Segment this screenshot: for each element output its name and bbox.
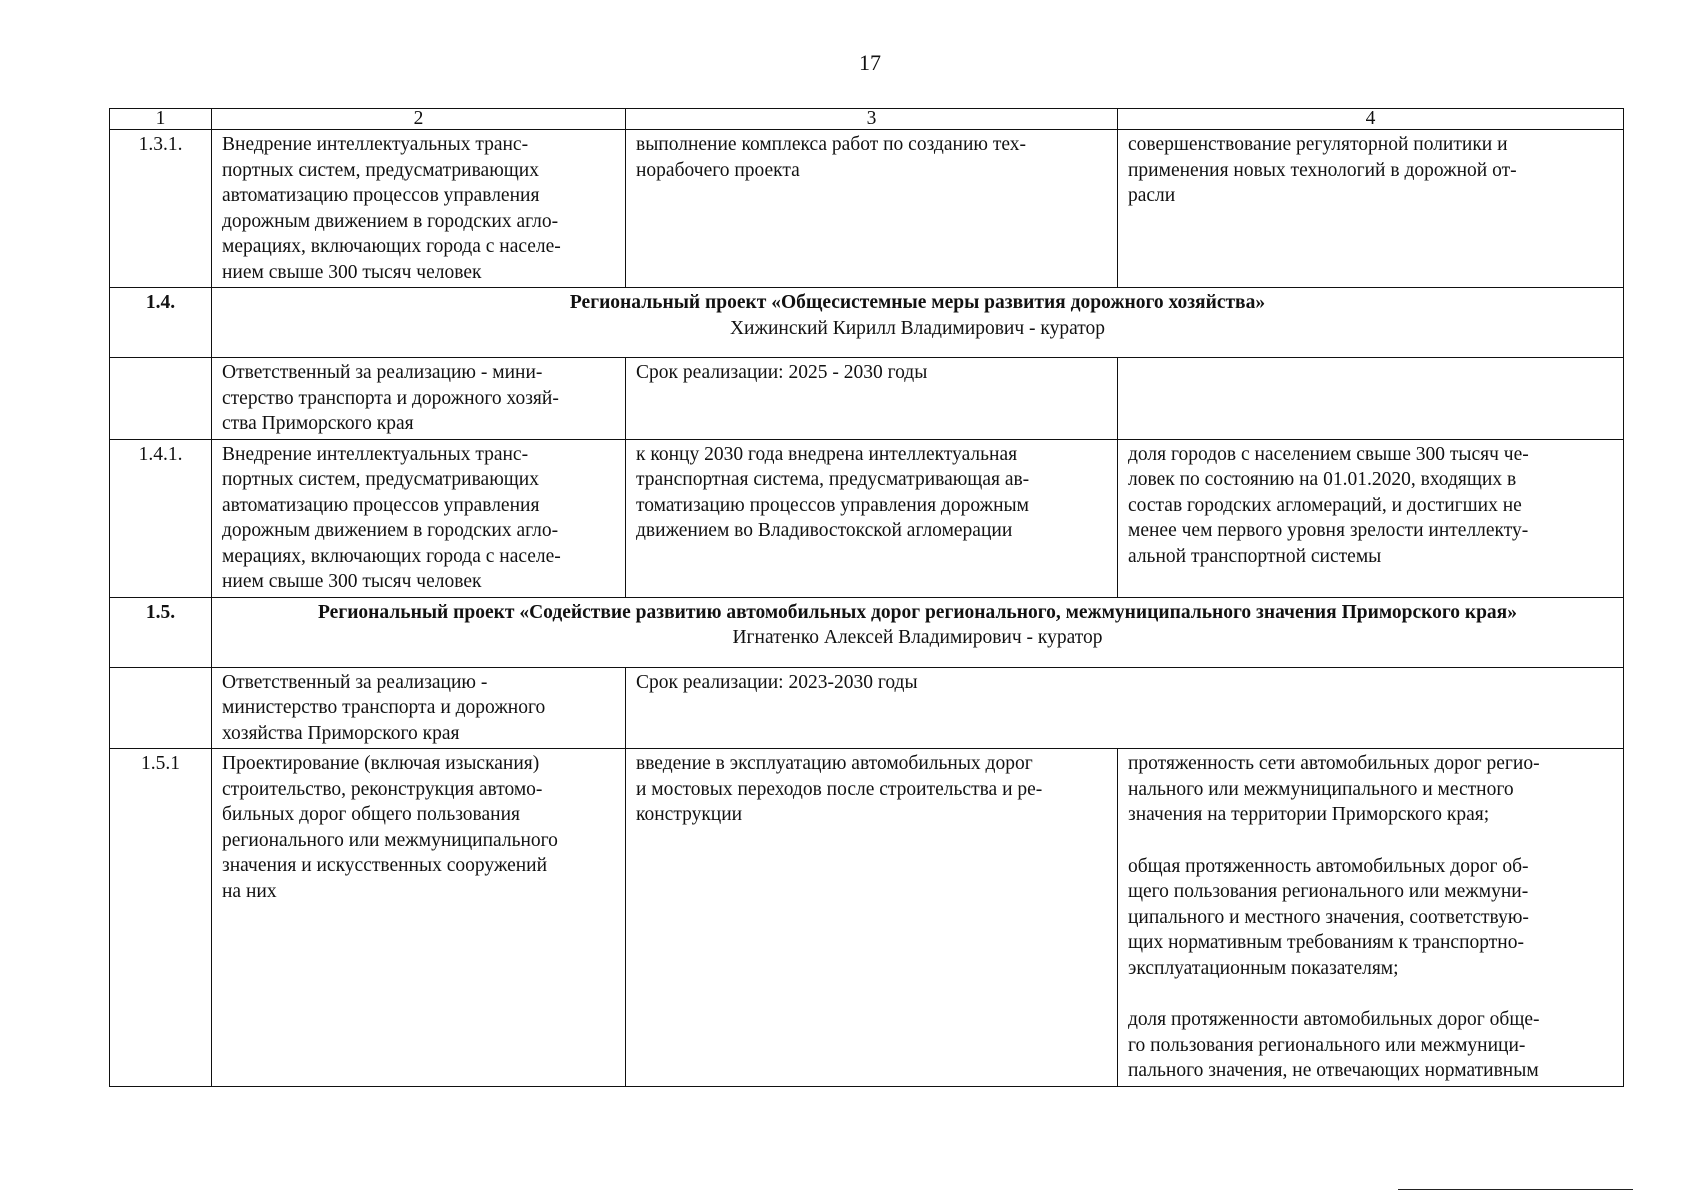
text-line: дорожным движением в городских агло- xyxy=(222,520,559,541)
text-line: мерациях, включающих города с населе- xyxy=(222,545,561,567)
text-line: го пользования регионального или межмуници- xyxy=(1128,1034,1526,1056)
text-line: совершенствование регуляторной политики и xyxy=(1128,134,1508,155)
text-line: движением во Владивостокской агломерации xyxy=(636,520,1013,541)
project-title: Региональный проект «Общесистемные меры развития дорожного хозяйства» xyxy=(569,292,1266,313)
text-line: министерство транспорта и дорожного xyxy=(222,697,546,718)
text-line: хозяйства Приморского края xyxy=(222,722,460,744)
term-cell: Срок реализации: 2025 - 2030 годы xyxy=(626,358,1118,440)
text-line: на них xyxy=(222,880,277,902)
text-line: выполнение комплекса работ по созданию тех- xyxy=(636,134,1026,155)
text-line: состав городских агломераций, и достигших не xyxy=(1128,494,1522,516)
row-number: 1.4.1. xyxy=(110,439,212,597)
result-cell xyxy=(626,130,1118,288)
text-line: Ответственный за реализацию - мини- xyxy=(222,362,543,383)
text-line: дорожным движением в городских агло- xyxy=(222,210,559,232)
empty-cell xyxy=(110,667,212,749)
program-table xyxy=(109,108,1624,1087)
text-line: введение в эксплуатацию автомобильных дорог xyxy=(636,753,1033,774)
table-row-1-4-1 xyxy=(110,439,1624,597)
text-line: щих нормативным требованиям к транспортно- xyxy=(1128,932,1524,953)
empty-cell xyxy=(110,358,212,440)
text-line: автоматизацию процессов управления xyxy=(222,494,540,516)
text-line: портных систем, предусматривающих xyxy=(222,469,539,490)
text-line: эксплуатационным показателям; xyxy=(1128,957,1399,979)
task-cell xyxy=(212,439,626,597)
text-line: нием свыше 300 тысяч человек xyxy=(222,571,482,592)
responsible-cell xyxy=(212,358,626,440)
table-row-1-3-1 xyxy=(110,130,1624,288)
project-title-cell xyxy=(212,597,1624,667)
header-col-2: 2 xyxy=(212,109,626,130)
text-line: расли xyxy=(1128,185,1176,206)
text-line: нием свыше 300 тысяч человек xyxy=(222,261,482,283)
project-curator: Хижинский Кирилл Владимирович - куратор xyxy=(729,317,1106,339)
text-line: пального значения, не отвечающих нормативным xyxy=(1128,1060,1539,1081)
project-info-row-1-5 xyxy=(110,667,1624,749)
text-line: и мостовых переходов после строительства и ре- xyxy=(636,778,1043,800)
text-line: общая протяженность автомобильных дорог об- xyxy=(1128,855,1529,877)
text-line: ства Приморского края xyxy=(222,413,414,434)
project-number: 1.4. xyxy=(110,288,212,358)
text-line: мерациях, включающих города с населе- xyxy=(222,236,561,257)
page-number: 17 xyxy=(859,50,881,75)
text-line: регионального или межмуниципального xyxy=(222,829,558,851)
empty-cell xyxy=(1118,358,1624,440)
text-line: Ответственный за реализацию - xyxy=(222,671,488,693)
text-line: Внедрение интеллектуальных транс- xyxy=(222,134,529,155)
text-line: Проектирование (включая изыскания) xyxy=(222,753,540,774)
result-cell xyxy=(626,749,1118,1087)
project-info-row-1-4 xyxy=(110,358,1624,440)
table-header-row xyxy=(110,109,1624,130)
text-line: норабочего проекта xyxy=(636,159,800,181)
task-cell xyxy=(212,130,626,288)
text-line: томатизацию процессов управления дорожным xyxy=(636,494,1029,516)
text-line: альной транспортной системы xyxy=(1128,545,1382,567)
indicator-cell xyxy=(1118,130,1624,288)
project-title: Региональный проект «Содействие развитию автомобильных дорог регионального, межмуниципального значения Приморского края» xyxy=(318,601,1517,623)
text-line: доля протяженности автомобильных дорог обще- xyxy=(1128,1009,1540,1030)
text-line: ципального и местного значения, соответствую- xyxy=(1128,906,1529,928)
text-line: значения на территории Приморского края; xyxy=(1128,804,1490,825)
footer-line xyxy=(1398,1189,1633,1190)
text-line: значения и искусственных сооружений xyxy=(222,855,548,876)
project-row-1-4 xyxy=(110,288,1624,358)
text-line: стерство транспорта и дорожного хозяй- xyxy=(222,387,559,409)
indicator-cell xyxy=(1118,749,1624,1087)
text-line: применения новых технологий в дорожной от- xyxy=(1128,159,1517,181)
text-line: ловек по состоянию на 01.01.2020, входящих в xyxy=(1128,469,1517,490)
text-line: транспортная система, предусматривающая ав- xyxy=(636,469,1030,490)
responsible-cell xyxy=(212,667,626,749)
result-cell xyxy=(626,439,1118,597)
text-line: портных систем, предусматривающих xyxy=(222,159,539,181)
text-line: доля городов с населением свыше 300 тысяч че- xyxy=(1128,443,1529,465)
term-cell: Срок реализации: 2023-2030 годы xyxy=(626,667,1624,749)
header-col-4: 4 xyxy=(1118,109,1624,130)
row-number: 1.5.1 xyxy=(110,749,212,1087)
text-line: конструкции xyxy=(636,804,743,825)
text-line: менее чем первого уровня зрелости интеллекту- xyxy=(1128,520,1529,541)
text-line: автоматизацию процессов управления xyxy=(222,185,540,206)
project-number: 1.5. xyxy=(110,597,212,667)
text-line: нального или межмуниципального и местного xyxy=(1128,778,1514,800)
project-row-1-5 xyxy=(110,597,1624,667)
header-col-1: 1 xyxy=(110,109,212,130)
table-row-1-5-1 xyxy=(110,749,1624,1087)
text-line: к концу 2030 года внедрена интеллектуальная xyxy=(636,443,1018,465)
project-title-cell xyxy=(212,288,1624,358)
text-line: щего пользования регионального или межмуни- xyxy=(1128,881,1529,902)
text-line: строительство, реконструкция автомо- xyxy=(222,778,543,800)
project-curator: Игнатенко Алексей Владимирович - куратор xyxy=(732,627,1103,648)
text-line: протяженность сети автомобильных дорог регио- xyxy=(1128,753,1540,774)
task-cell xyxy=(212,749,626,1087)
indicator-cell xyxy=(1118,439,1624,597)
header-col-3: 3 xyxy=(626,109,1118,130)
text-line: бильных дорог общего пользования xyxy=(222,804,521,825)
row-number: 1.3.1. xyxy=(110,130,212,288)
text-line: Внедрение интеллектуальных транс- xyxy=(222,443,529,465)
